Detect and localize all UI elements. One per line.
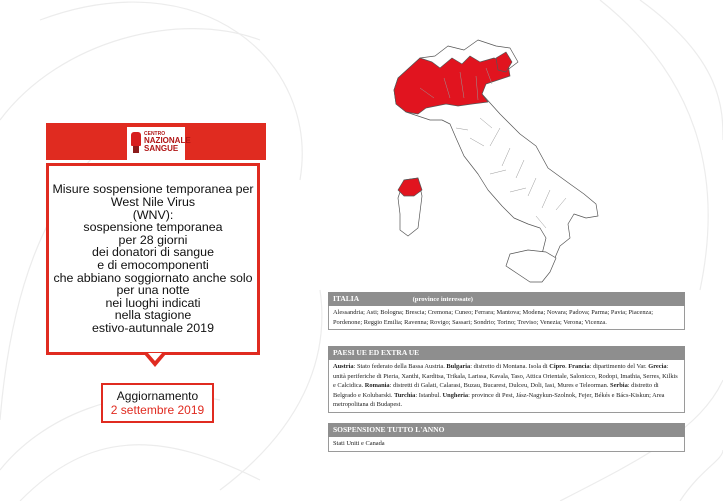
logo-figure-icon (133, 146, 139, 153)
notice-message-box (46, 163, 260, 355)
italia-table (328, 292, 685, 330)
message-line: (WNV): (132, 207, 174, 222)
message-line: dei donatori di sangue (92, 245, 214, 260)
country-name: Bulgaria (446, 363, 471, 370)
country-name: Romania (364, 382, 390, 390)
country-detail: : distretti di Galati, Calarasi, Buzau, Bucarest, Dulceu, Doli, Iasi, Mures e Teleorman. (389, 382, 611, 390)
update-label: Aggiornamento (116, 389, 199, 403)
message-line: nella stagione (114, 308, 192, 323)
logo-text-line1: NAZIONALE (144, 136, 191, 145)
paesi-header: PAESI UE ED EXTRA UE (328, 346, 685, 360)
country-detail: . (565, 363, 569, 370)
country-name: Francia (568, 363, 590, 370)
italy-map (360, 28, 620, 290)
italia-header (328, 292, 685, 306)
tutto-anno-text: Stati Uniti e Canada (328, 437, 685, 452)
country-detail: : distretto di Montana. Isola di (470, 363, 550, 370)
italia-provinces: Alessandria; Asti; Bologna; Brescia; Cremona; Cuneo; Ferrara; Mantova; Modena; Novara; Padova; Parma; Pavia; Piacenza; Pordenone; Reggio Emilia; Ravenna; Rovigo; Sassari; Sondrio; Torino; Treviso; Venezia; Verona; Vicenza. (328, 306, 685, 330)
country-name: Serbia (610, 382, 628, 390)
country-detail: : Stato federato della Bassa Austria. (353, 363, 447, 370)
country-name: Grecia (648, 363, 667, 370)
message-line: estivo-autunnale 2019 (92, 320, 214, 335)
tutto-anno-table (328, 423, 685, 452)
tutto-anno-header: SOSPENSIONE TUTTO L'ANNO (328, 423, 685, 437)
logo-text-line2: SANGUE (144, 144, 179, 153)
logo-drop-icon (131, 132, 141, 146)
sicily (506, 250, 556, 282)
country-detail: : unità periferiche di Pieria, Xanthi, Karditsa, Trikala, Larissa, Kavala, Taso, Attica Orientale, Salonicco, Rodopi, Imathia, Serres, Kilkis e Calcidica. (333, 363, 678, 390)
update-box (101, 383, 214, 423)
message-line: e di emocomponenti (97, 258, 209, 272)
country-name: Cipro (549, 363, 566, 370)
notice-panel (46, 123, 266, 383)
country-name: Ungheria (442, 391, 469, 399)
speech-tail-inner (148, 353, 162, 361)
message-line: che abbiano soggiornato anche solo (53, 270, 253, 285)
country-name: Turchia (394, 391, 416, 399)
italia-subtitle: (province interessate) (412, 296, 473, 303)
message-line: sospensione temporanea (83, 220, 223, 235)
country-name: Austria (333, 363, 354, 370)
message-line: Misure sospensione temporanea per (52, 182, 254, 197)
message-line: nei luoghi indicati (105, 295, 201, 310)
paesi-text (328, 360, 685, 413)
country-detail: : distretto di Belgrado e Kolubarski. (333, 382, 659, 399)
paesi-table (328, 346, 685, 413)
logo-text-small: CENTRO (144, 131, 166, 137)
italia-title: ITALIA (333, 294, 359, 303)
centro-nazionale-sangue-logo (127, 127, 191, 161)
country-detail: : dipartimento del Var. (589, 363, 649, 370)
message-line: per una notte (116, 283, 190, 298)
message-line: West Nile Virus (110, 195, 196, 210)
country-detail: : Istanbul. (415, 391, 443, 399)
update-date: 2 settembre 2019 (110, 403, 205, 417)
message-line: per 28 giorni (118, 232, 188, 247)
country-detail: : province di Pest, Jász-Nagykun-Szolnok, Fejer, Békés e Bács-Kiskun; Area metropolitana di Budapest. (333, 391, 665, 409)
